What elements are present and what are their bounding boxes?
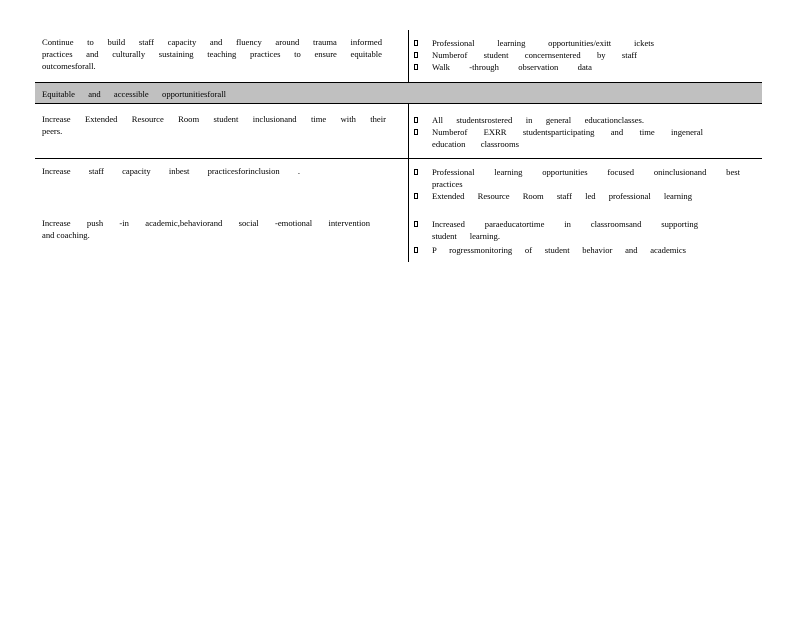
row-4-measures xyxy=(414,218,704,256)
checkbox-bullet-icon xyxy=(414,193,418,199)
checkbox-bullet-icon xyxy=(414,221,418,227)
list-item xyxy=(414,37,654,49)
checkbox-bullet-icon xyxy=(414,129,418,135)
goal-line: Continue to build staff capacity and fluency around trauma informed xyxy=(42,37,382,47)
row-3-measures xyxy=(414,166,740,202)
list-item xyxy=(414,126,704,150)
measure-text: Increased paraeducatortime in classroomsand supporting xyxy=(432,219,698,229)
measure-text: Professional learning opportunities focused oninclusionand best xyxy=(432,167,740,177)
list-item xyxy=(414,218,704,242)
row-1-goal-text xyxy=(42,36,382,72)
checkbox-bullet-icon xyxy=(414,169,418,175)
goal-line: peers. xyxy=(42,126,63,136)
goal-line: practices and culturally sustaining teaching practices to ensure equitable xyxy=(42,49,382,59)
measure-text: Walk -through observation data xyxy=(432,62,592,72)
goal-line: Increase staff capacity inbest practicesforinclusion . xyxy=(42,166,300,176)
measure-text: student learning. xyxy=(432,231,500,241)
list-item xyxy=(414,61,654,73)
goal-line: and coaching. xyxy=(42,230,90,240)
checkbox-bullet-icon xyxy=(414,247,418,253)
section-band-label: Equitable and accessible opportunitiesforall xyxy=(42,89,226,99)
measure-text: practices xyxy=(432,179,463,189)
checkbox-bullet-icon xyxy=(414,117,418,123)
measure-text: Extended Resource Room staff led professional learning xyxy=(432,191,692,201)
checkbox-bullet-icon xyxy=(414,64,418,70)
checkbox-bullet-icon xyxy=(414,40,418,46)
goal-line: Increase Extended Resource Room student inclusionand time with their xyxy=(42,114,386,124)
measure-text: Numberof student concernsentered by staff xyxy=(432,50,637,60)
measure-text: Professional learning opportunities/exitt ickets xyxy=(432,38,654,48)
list-item xyxy=(414,244,704,256)
row-3-goal-text xyxy=(42,165,300,177)
measure-text: Numberof EXRR studentsparticipating and time ingeneral xyxy=(432,127,703,137)
column-divider-bottom xyxy=(408,104,409,262)
row-2-goal-text xyxy=(42,113,386,137)
list-item xyxy=(414,49,654,61)
section-band xyxy=(35,82,762,104)
measure-text: education classrooms xyxy=(432,139,519,149)
row-4-goal-text xyxy=(42,217,370,241)
row-divider xyxy=(35,158,762,159)
checkbox-bullet-icon xyxy=(414,52,418,58)
goal-line: Increase push -in academic,behaviorand social -emotional intervention xyxy=(42,218,370,228)
measure-text: All studentsrostered in general educationclasses. xyxy=(432,115,644,125)
list-item xyxy=(414,166,740,190)
row-1-measures xyxy=(414,37,654,73)
column-divider-top xyxy=(408,30,409,82)
list-item xyxy=(414,114,704,126)
measure-text: P rogressmonitoring of student behavior and academics xyxy=(432,245,686,255)
list-item xyxy=(414,190,740,202)
row-2-measures xyxy=(414,114,704,150)
goal-line: outcomesforall. xyxy=(42,61,96,71)
